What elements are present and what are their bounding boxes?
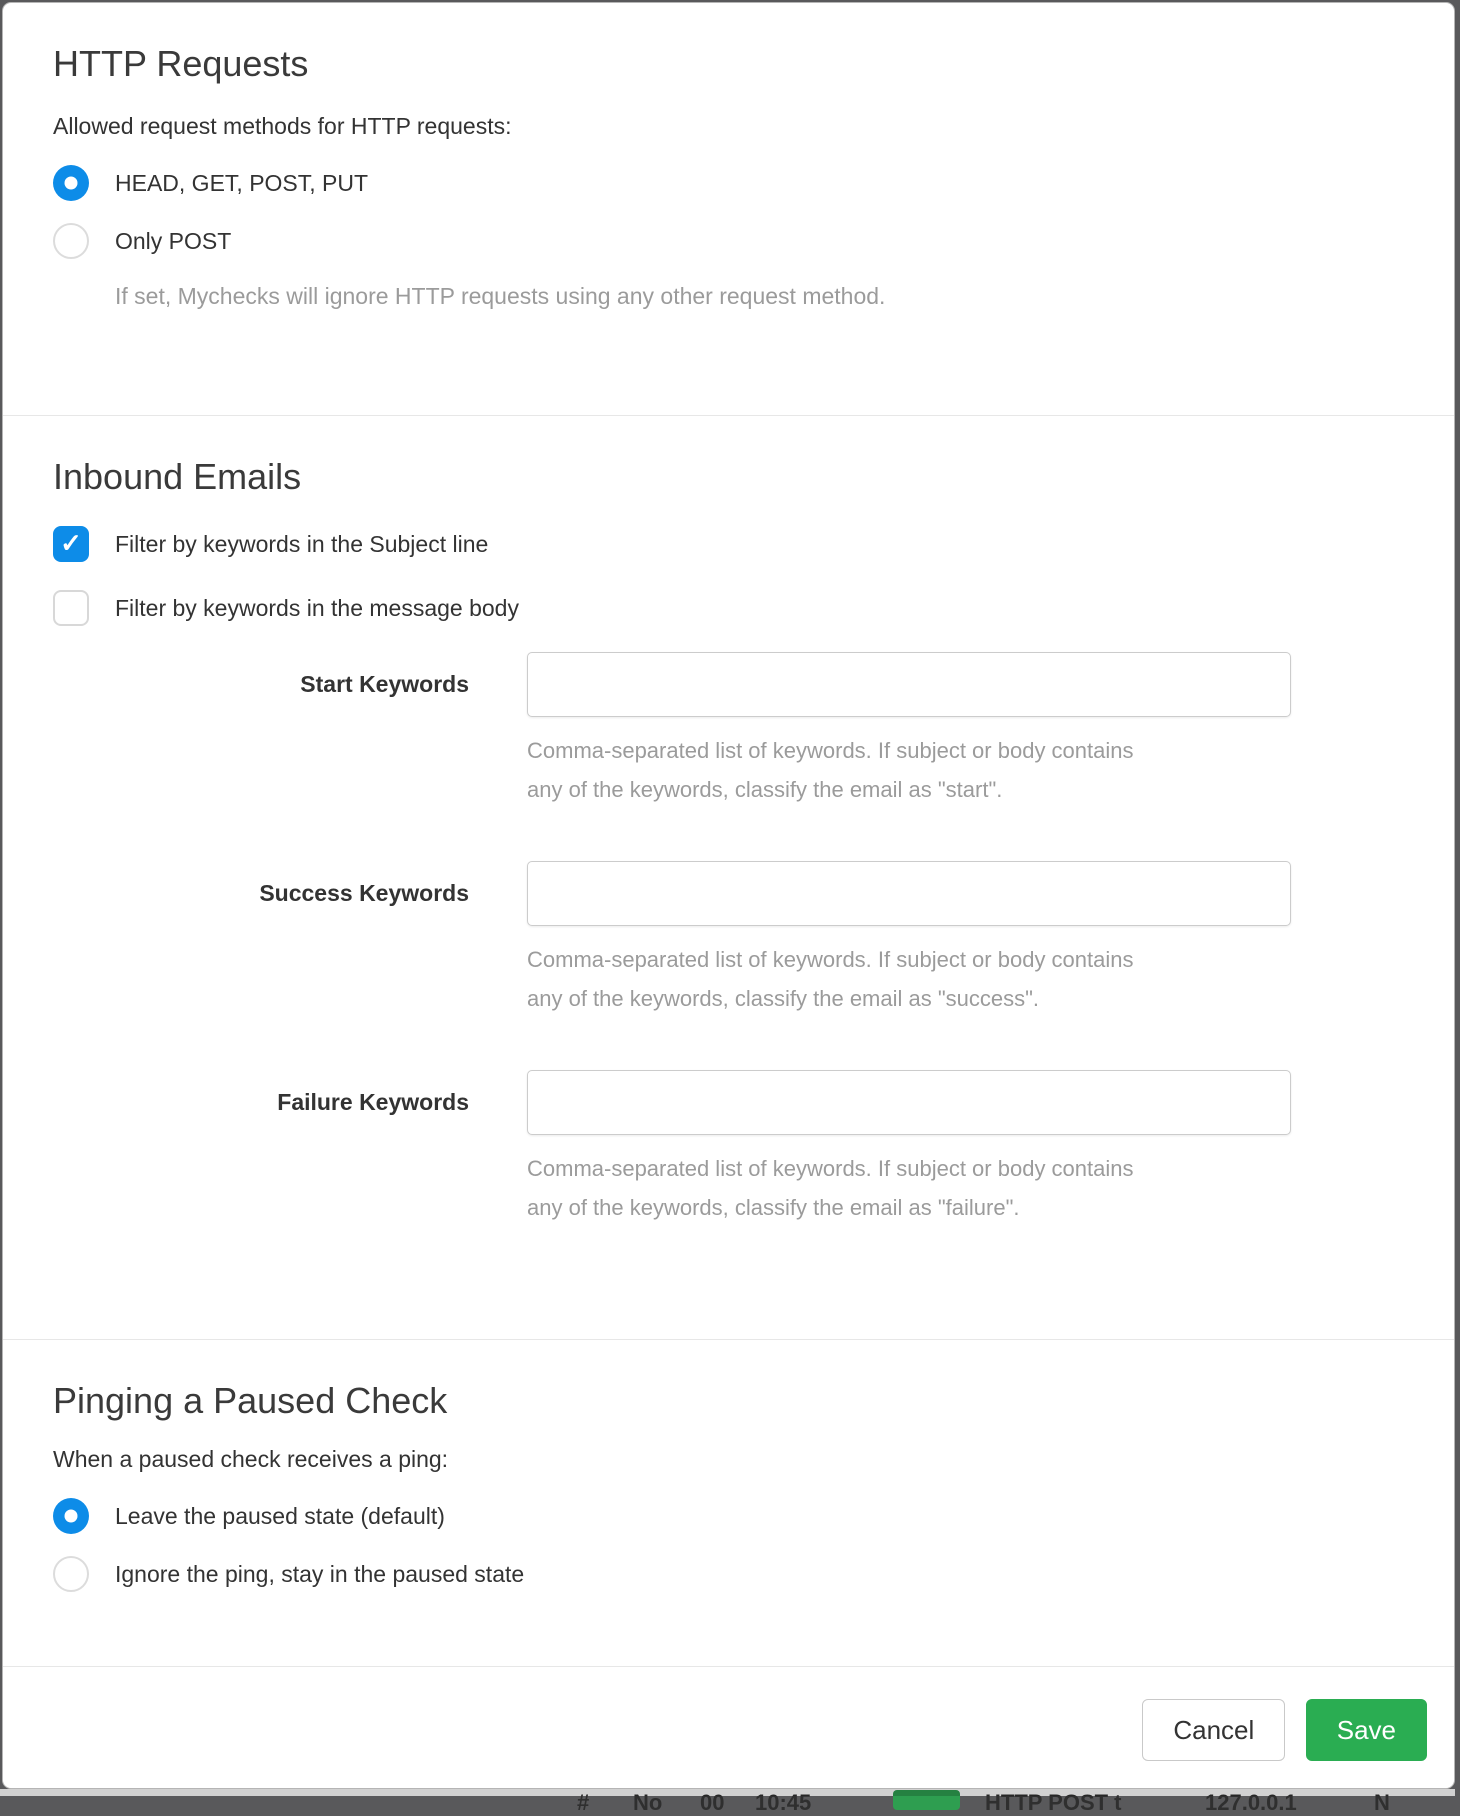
field-success-keywords: [53, 861, 1404, 1018]
radio-unselected-icon[interactable]: [53, 1556, 89, 1592]
background-text-fragment: #: [577, 1790, 590, 1815]
success-keywords-helper: Comma-separated list of keywords. If subject or body contains any of the keywords, classify the email as "success".: [527, 947, 1134, 1011]
modal-backdrop: [0, 1789, 1455, 1796]
checkbox-filter-subject[interactable]: [53, 526, 1404, 562]
save-button[interactable]: Save: [1306, 1699, 1427, 1761]
pinging-intro: When a paused check receives a ping:: [53, 1446, 449, 1472]
success-keywords-input[interactable]: [527, 861, 1291, 926]
checkbox-checked-icon[interactable]: [53, 526, 89, 562]
http-requests-note: If set, Mychecks will ignore HTTP requests using any other request method.: [115, 283, 886, 309]
start-keywords-helper: Comma-separated list of keywords. If subject or body contains any of the keywords, classify the email as "start".: [527, 738, 1134, 802]
background-page-row: [0, 1789, 1455, 1815]
http-requests-intro: Allowed request methods for HTTP requests:: [53, 113, 512, 139]
cancel-button[interactable]: Cancel: [1142, 1699, 1285, 1761]
radio-option-label[interactable]: Leave the paused state (default): [115, 1503, 445, 1529]
background-text-fragment: 00: [700, 1790, 725, 1815]
radio-selected-icon[interactable]: [53, 165, 89, 201]
section-inbound-emails: [3, 416, 1454, 1339]
radio-unselected-icon[interactable]: [53, 223, 89, 259]
radio-option-head-get-post-put[interactable]: [53, 165, 1404, 201]
failure-keywords-label: Failure Keywords: [277, 1089, 469, 1115]
radio-option-leave-paused[interactable]: [53, 1498, 1404, 1534]
http-requests-title: HTTP Requests: [53, 43, 309, 84]
radio-option-ignore-ping[interactable]: [53, 1556, 1404, 1592]
modal-footer: [3, 1666, 1454, 1788]
background-text-fragment: No: [633, 1790, 663, 1815]
section-pinging-paused: [3, 1340, 1454, 1706]
radio-option-only-post[interactable]: [53, 223, 1404, 259]
background-text-fragment: 10:45: [755, 1790, 812, 1815]
pinging-title: Pinging a Paused Check: [53, 1380, 448, 1421]
checkbox-label[interactable]: Filter by keywords in the Subject line: [115, 531, 489, 557]
checkbox-label[interactable]: Filter by keywords in the message body: [115, 595, 519, 621]
start-keywords-input[interactable]: [527, 652, 1291, 717]
failure-keywords-input[interactable]: [527, 1070, 1291, 1135]
settings-modal-dialog: [2, 2, 1455, 1789]
radio-option-label[interactable]: HEAD, GET, POST, PUT: [115, 170, 369, 196]
section-http-requests: [3, 3, 1454, 415]
success-keywords-label: Success Keywords: [259, 880, 469, 906]
field-start-keywords: [53, 652, 1404, 809]
inbound-emails-title: Inbound Emails: [53, 456, 302, 497]
failure-keywords-helper: Comma-separated list of keywords. If subject or body contains any of the keywords, classify the email as "failure".: [527, 1156, 1134, 1220]
radio-option-label[interactable]: Ignore the ping, stay in the paused state: [115, 1561, 525, 1587]
background-text-fragment: 127.0.0.1: [1205, 1790, 1297, 1815]
checkbox-filter-body[interactable]: [53, 590, 1404, 626]
field-failure-keywords: [53, 1070, 1404, 1227]
radio-option-label[interactable]: Only POST: [115, 228, 232, 254]
start-keywords-label: Start Keywords: [300, 671, 469, 697]
background-text-fragment: N: [1374, 1790, 1390, 1815]
radio-selected-icon[interactable]: [53, 1498, 89, 1534]
checkbox-unchecked-icon[interactable]: [53, 590, 89, 626]
background-text-fragment: HTTP POST t: [985, 1790, 1122, 1815]
